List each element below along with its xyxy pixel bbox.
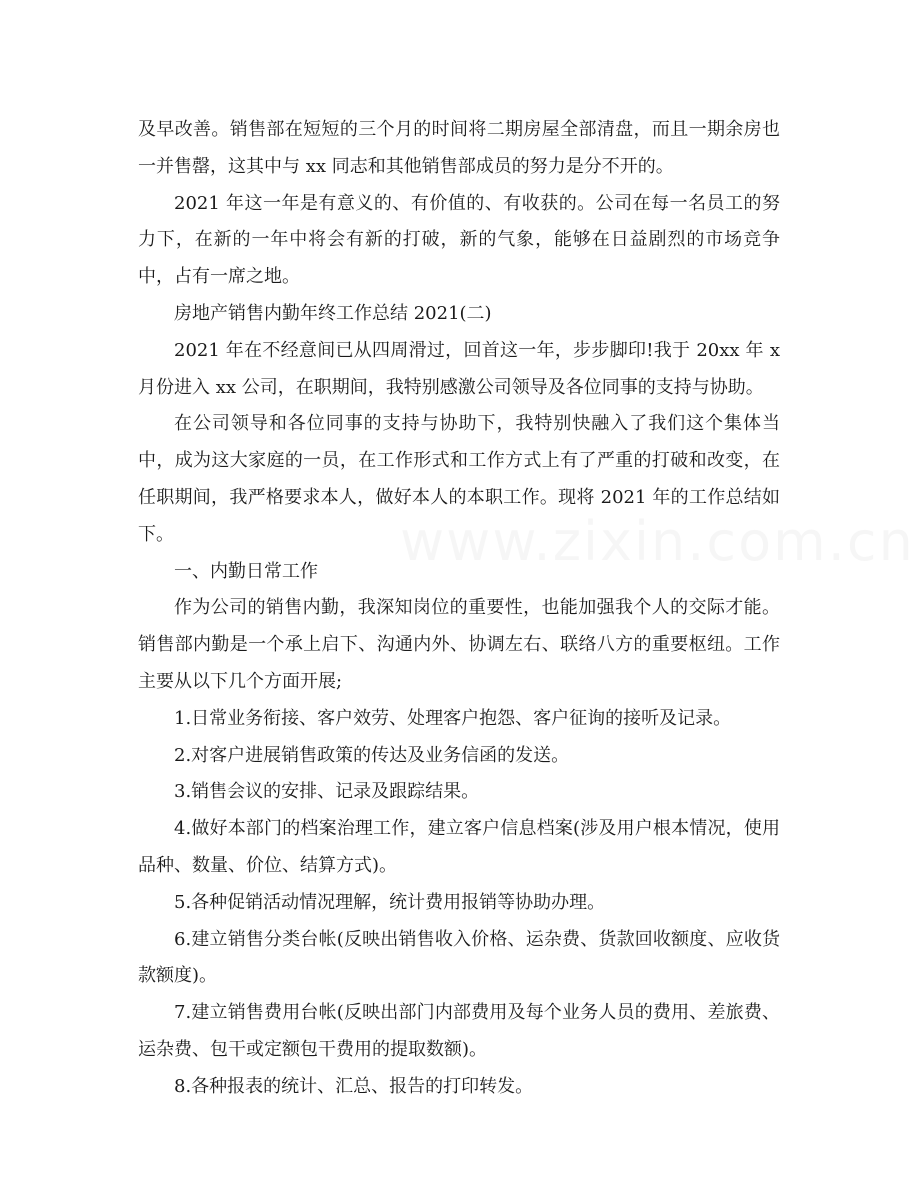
paragraph: 2021 年这一年是有意义的、有价值的、有收获的。公司在每一名员工的努力下，在新的一年中将会有新的打破，新的气象，能够在日益剧烈的市场竞争中，占有一席之地。 (138, 192, 780, 288)
list-item: 6.建立销售分类台帐(反映出销售收入价格、运杂费、货款回收额度、应收货款额度)。 (138, 928, 780, 987)
paragraph: 作为公司的销售内勤，我深知岗位的重要性，也能加强我个人的交际才能。销售部内勤是一个承上启下、沟通内外、协调左右、联络八方的重要枢纽。工作主要从以下几个方面开展; (138, 597, 780, 692)
paragraph: 2021 年在不经意间已从四周滑过，回首这一年，步步脚印!我于 20xx 年 x 月份进入 xx 公司，在职期间，我特别感激公司领导及各位同事的支持与协助。 (138, 339, 780, 398)
list-item: 4.做好本部门的档案治理工作，建立客户信息档案(涉及用户根本情况，使用品种、数量、价位、结算方式)。 (138, 818, 780, 876)
list-item: 3.销售会议的安排、记录及跟踪结果。 (174, 781, 480, 803)
paragraph: 在公司领导和各位同事的支持与协助下，我特别快融入了我们这个集体当中，成为这大家庭的一员，在工作形式和工作方式上有了严重的打破和改变，在任职期间，我严格要求本人，做好本人的本职工作。现将 2021 年的工作总结如下。 (138, 413, 780, 545)
paragraph: 及早改善。销售部在短短的三个月的时间将二期房屋全部清盘，而且一期余房也一并售罄，这其中与 xx 同志和其他销售部成员的努力是分不开的。 (138, 119, 780, 177)
document-body (138, 112, 780, 1106)
list-item: 8.各种报表的统计、汇总、报告的打印转发。 (174, 1075, 534, 1097)
section-heading: 房地产销售内勤年终工作总结 2021(二) (174, 302, 492, 324)
section-heading: 一、内勤日常工作 (174, 560, 318, 582)
list-item: 2.对客户进展销售政策的传达及业务信函的发送。 (174, 744, 570, 766)
list-item: 7.建立销售费用台帐(反映出部门内部费用及每个业务人员的费用、差旅费、运杂费、包干或定额包干费用的提取数额)。 (138, 1002, 780, 1060)
list-item: 1.日常业务衔接、客户效劳、处理客户抱怨、客户征询的接听及记录。 (174, 707, 732, 729)
list-item: 5.各种促销活动情况理解，统计费用报销等协助办理。 (174, 891, 606, 913)
